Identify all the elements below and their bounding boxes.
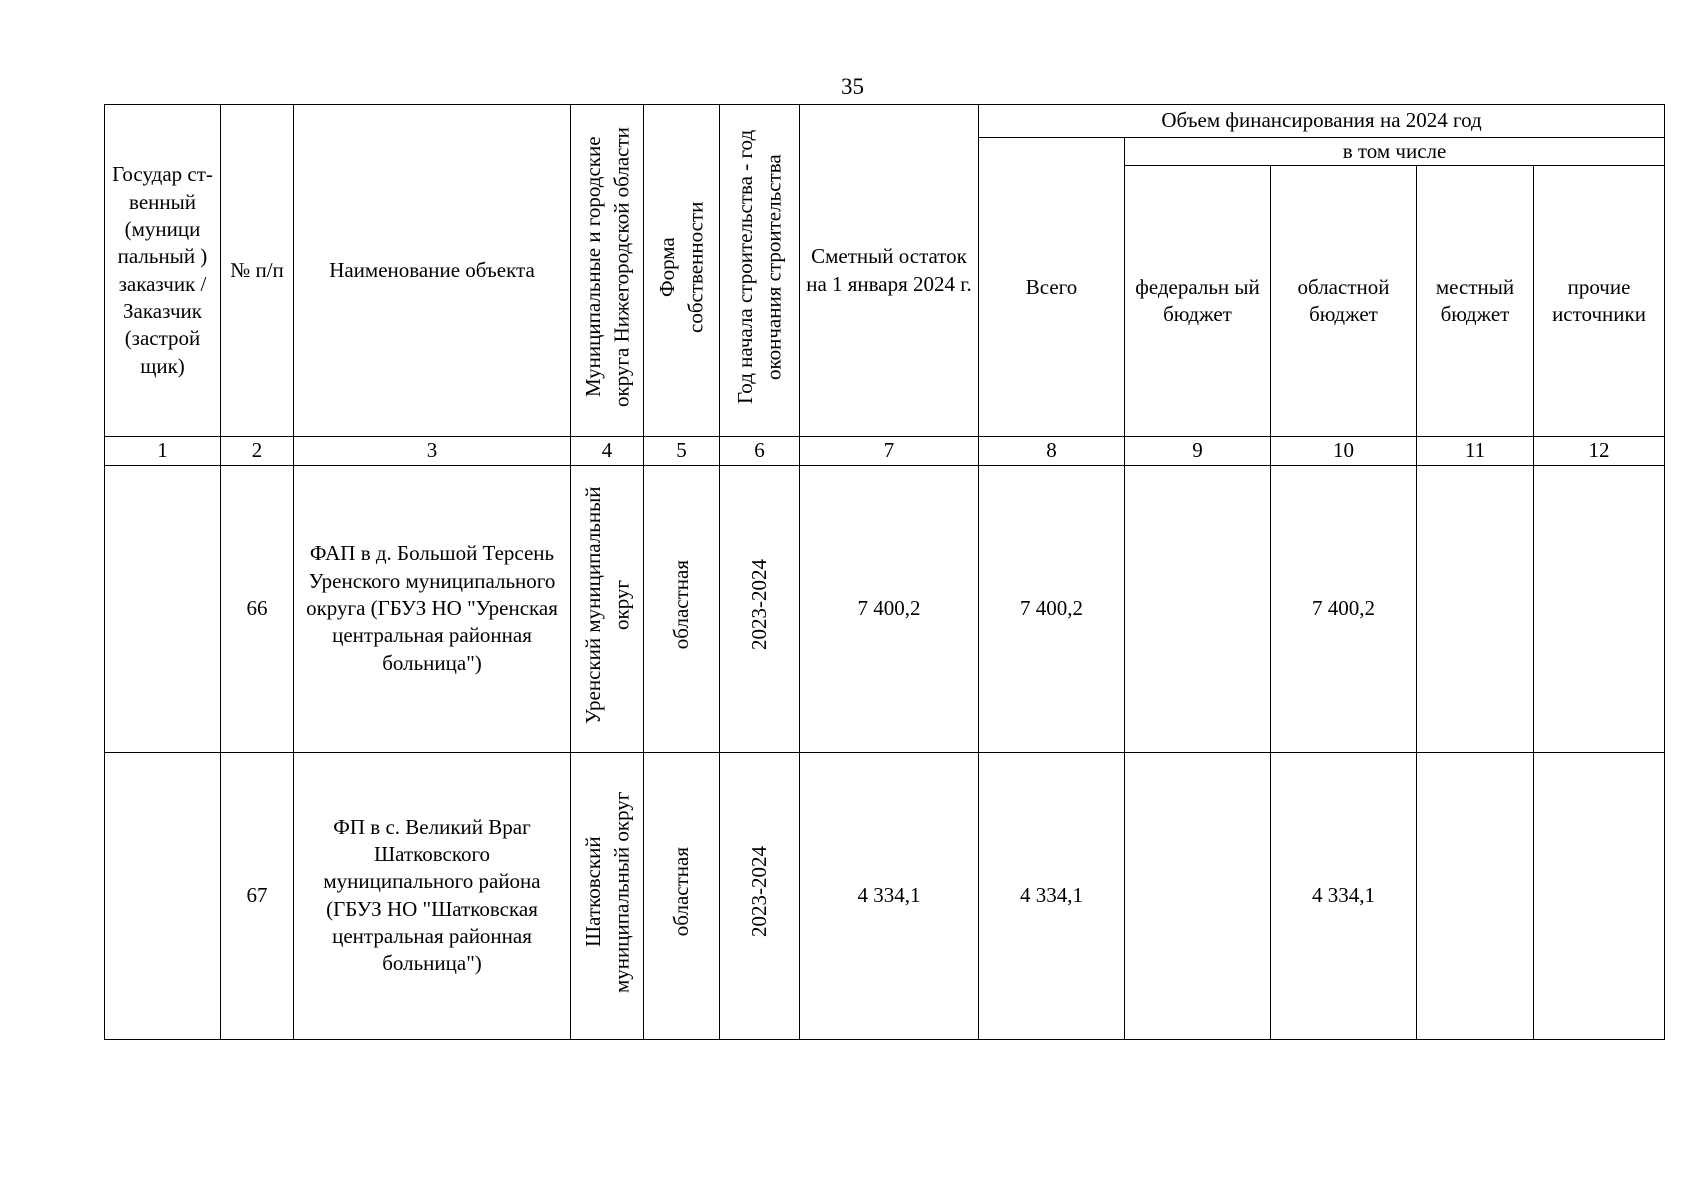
table-row bbox=[105, 465, 1665, 752]
header-including: в том числе bbox=[1125, 138, 1665, 166]
cell-regional: 7 400,2 bbox=[1271, 465, 1417, 752]
column-number: 4 bbox=[571, 437, 644, 465]
cell-local bbox=[1417, 752, 1534, 1039]
column-number: 5 bbox=[644, 437, 720, 465]
column-number: 10 bbox=[1271, 437, 1417, 465]
column-number-row bbox=[105, 437, 1665, 465]
cell-years bbox=[720, 752, 800, 1039]
column-number: 8 bbox=[979, 437, 1125, 465]
cell-remainder: 4 334,1 bbox=[800, 752, 979, 1039]
column-number: 12 bbox=[1534, 437, 1665, 465]
cell-other bbox=[1534, 752, 1665, 1039]
page-number: 35 bbox=[841, 74, 864, 99]
header-regional: областной бюджет bbox=[1271, 166, 1417, 437]
column-number: 11 bbox=[1417, 437, 1534, 465]
column-number: 2 bbox=[221, 437, 294, 465]
header-other: прочие источники bbox=[1534, 166, 1665, 437]
cell-years-text: 2023-2024 bbox=[747, 846, 772, 938]
column-number: 6 bbox=[720, 437, 800, 465]
cell-federal bbox=[1125, 465, 1271, 752]
header-years-text: Год начала строительства - год окончания строительства bbox=[733, 129, 786, 405]
cell-customer bbox=[105, 752, 221, 1039]
header-ownership-text: Форма собственности bbox=[655, 201, 708, 333]
header-ownership bbox=[644, 105, 720, 437]
cell-municipality bbox=[571, 465, 644, 752]
cell-other bbox=[1534, 465, 1665, 752]
cell-num: 66 bbox=[221, 465, 294, 752]
cell-municipality-text: Уренский муниципальный округ bbox=[580, 486, 633, 724]
header-num: № п/п bbox=[221, 105, 294, 437]
cell-ownership-text: областная bbox=[669, 560, 694, 650]
cell-total: 7 400,2 bbox=[979, 465, 1125, 752]
cell-total: 4 334,1 bbox=[979, 752, 1125, 1039]
header-remainder: Сметный остаток на 1 января 2024 г. bbox=[800, 105, 979, 437]
cell-ownership bbox=[644, 752, 720, 1039]
cell-ownership-text: областная bbox=[669, 847, 694, 937]
financing-table bbox=[104, 104, 1665, 1040]
column-number: 3 bbox=[294, 437, 571, 465]
column-number: 1 bbox=[105, 437, 221, 465]
cell-federal bbox=[1125, 752, 1271, 1039]
cell-ownership bbox=[644, 465, 720, 752]
header-customer: Государ ст- венный (муници пальный ) заказчик / Заказчик (застрой щик) bbox=[105, 105, 221, 437]
cell-municipality bbox=[571, 752, 644, 1039]
header-row bbox=[105, 105, 1665, 138]
cell-municipality-text: Шатковский муниципальный округ bbox=[580, 791, 633, 993]
header-municipality-text: Муниципальные и городские округа Нижегородской области bbox=[580, 127, 633, 407]
header-local: местный бюджет bbox=[1417, 166, 1534, 437]
cell-remainder: 7 400,2 bbox=[800, 465, 979, 752]
column-number: 7 bbox=[800, 437, 979, 465]
cell-years-text: 2023-2024 bbox=[747, 559, 772, 651]
cell-customer bbox=[105, 465, 221, 752]
header-federal: федеральн ый бюджет bbox=[1125, 166, 1271, 437]
cell-name: ФП в с. Великий Враг Шатковского муниципального района (ГБУЗ НО "Шатковская центральная районная больница") bbox=[294, 752, 571, 1039]
cell-regional: 4 334,1 bbox=[1271, 752, 1417, 1039]
header-total: Всего bbox=[979, 138, 1125, 437]
header-name: Наименование объекта bbox=[294, 105, 571, 437]
column-number: 9 bbox=[1125, 437, 1271, 465]
header-municipality bbox=[571, 105, 644, 437]
header-years bbox=[720, 105, 800, 437]
cell-local bbox=[1417, 465, 1534, 752]
cell-name: ФАП в д. Большой Терсень Уренского муниципального округа (ГБУЗ НО "Уренская центральная районная больница") bbox=[294, 465, 571, 752]
cell-num: 67 bbox=[221, 752, 294, 1039]
table-row bbox=[105, 752, 1665, 1039]
cell-years bbox=[720, 465, 800, 752]
header-funding-title: Объем финансирования на 2024 год bbox=[979, 105, 1665, 138]
